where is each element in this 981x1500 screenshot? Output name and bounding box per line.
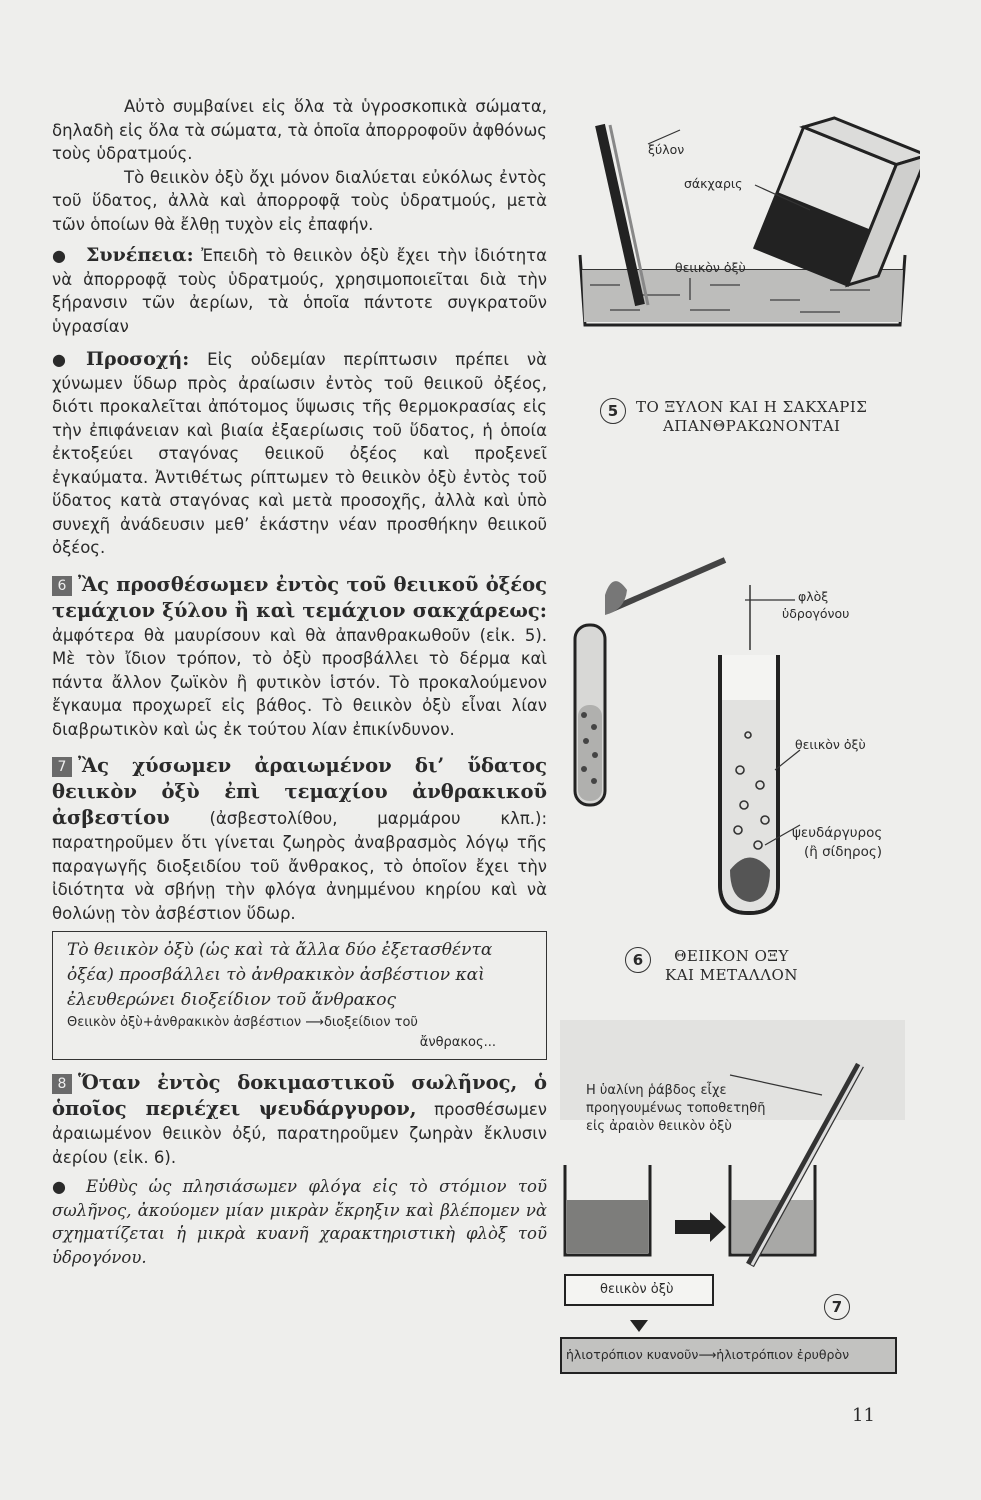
paragraph-caution xyxy=(52,348,547,560)
bullet-icon: ● xyxy=(52,246,66,265)
figure-7-number: 7 xyxy=(824,1294,850,1320)
figure-5-caption-line1: ΤΟ ΞΥΛΟΝ ΚΑΙ Η ΣΑΚΧΑΡΙΣ xyxy=(636,398,868,416)
label-sulfuric-acid: θειικὸν ὀξὺ xyxy=(795,737,866,752)
consequence-heading: Συνέπεια: xyxy=(86,244,194,266)
bullet-icon: ● xyxy=(52,1177,66,1196)
zinc-heading: Ὅταν ἐντὸς δοκιμαστικοῦ σωλῆνος, ὁ ὁποῖος περιέχει ψευδάργυρον, xyxy=(52,1071,547,1120)
wood-sugar-body: ἀμφότερα θὰ μαυρίσουν καὶ θὰ ἀπανθρακωθοῦν (εἰκ. 5). Μὲ τὸν ἴδιον τρόπον, τὸ ὀξὺ προσβάλλει τὸ δέρμα καὶ πάντα ἄλλον ζωϊκὸν ἢ φυτικὸν ἱστόν. Τὸ προκαλούμενον ἔγκαυμα προχωρεῖ εἰς βάθος. Τὸ θειικὸν ὀξὺ εἶναι λίαν διαβρωτικὸν καὶ ὡς ἐκ τούτου λίαν ἐπικίνδυνον. xyxy=(52,625,547,739)
main-text-column xyxy=(52,95,547,1269)
reaction-equation: Θειικὸν ὀξὺ+ἀνθρακικὸν ἀσβέστιον ⟶διοξείδιον τοῦ xyxy=(67,1015,418,1030)
paragraph-consequence xyxy=(52,244,547,338)
figure-6-caption-row xyxy=(625,947,798,985)
label-sulfuric-acid: θειικὸν ὀξὺ xyxy=(600,1282,674,1297)
hydrogen-flame-body: Εὐθὺς ὡς πλησιάσωμεν φλόγα εἰς τὸ στόμιον τοῦ σωλῆνος, ἀκούομεν μίαν μικρὰν ἔκρηξιν καὶ βλέπομεν νὰ σχηματίζεται ἡ μικρὰ κυανῆ χαρακτηριστικὴ φλὸξ τοῦ ὑδρογόνου. xyxy=(52,1177,547,1267)
figure-5-caption-line2: ΑΠΑΝΘΡΑΚΩΝΟΝΤΑΙ xyxy=(662,417,841,435)
note-line1: Η ὑαλίνη ῥάβδος εἶχε xyxy=(586,1083,727,1098)
figure-6-caption xyxy=(665,947,798,985)
figure-7 xyxy=(560,1020,905,1390)
note-line2: προηγουμένως τοποθετηθῆ xyxy=(586,1101,766,1116)
reaction-summary-box xyxy=(52,931,547,1060)
label-zinc: ψευδάργυρος xyxy=(792,825,883,841)
paragraph-absorbs-vapor: Τὸ θειικὸν ὀξὺ ὄχι μόνον διαλύεται εὐκόλως ἐντὸς τοῦ ὕδατος, ἀλλὰ καὶ ἀπορροφᾷ τοὺς ὑδρατμούς, μετὰ τῶν ὁποίων θὰ ἔλθῃ τυχὸν εἰς ἐπαφήν. xyxy=(52,167,547,234)
limestone-body: (ἀσβεστολίθου, μαρμάρου κλπ.): παρατηροῦμεν ὅτι γίνεται ζωηρὸς ἀναβρασμὸς λόγῳ τῆς παραγωγῆς διοξειδίου τοῦ ἄνθρακος, τὸ ὁποῖον ἔχει τὴν ἰδιότητα νὰ σβήνῃ τὴν φλόγα ἀνημμένου κηρίου καὶ νὰ θολώνῃ τὸν ἀσβέστιον ὕδωρ. xyxy=(52,809,547,923)
section-number-badge: 6 xyxy=(52,576,72,596)
section-number-badge: 8 xyxy=(52,1074,72,1094)
limestone-heading: Ἂς χύσωμεν ἀραιωμένον δι’ ὕδατος θειικὸν ὀξὺ ἐπὶ τεμαχίου ἀνθρακικοῦ ἀσβεστίου xyxy=(52,754,547,829)
wood-sugar-heading: Ἂς προσθέσωμεν ἐντὸς τοῦ θειικοῦ ὀξέος τεμάχιον ξύλου ἢ καὶ τεμάχιον σακχάρεως: xyxy=(52,572,547,622)
figure-6-number: 6 xyxy=(625,947,651,973)
label-sulfuric-acid: θειικὸν ὀξὺ xyxy=(675,260,746,275)
label-flame: φλὸξ xyxy=(798,589,829,604)
consequence-body: Ἐπειδὴ τὸ θειικὸν ὀξὺ ἔχει τὴν ἰδιότητα νὰ ἀπορροφᾷ τοὺς ὑδρατμούς, χρησιμοποιεῖται διὰ τὴν ξήρανσιν τῶν ἀερίων, τὰ ὁποῖα πάντοτε συγκρατοῦν ὑγρασίαν xyxy=(52,246,547,336)
note-line3: εἰς ἀραιὸν θειικὸν ὀξὺ xyxy=(586,1119,732,1134)
label-litmus: ἡλιοτρόπιον κυανοῦν⟶ἡλιοτρόπιον ἐρυθρὸν xyxy=(566,1347,850,1362)
figure-5-number: 5 xyxy=(600,398,626,424)
figure-5-caption xyxy=(636,398,867,436)
paragraph-zinc xyxy=(52,1070,547,1169)
paragraph-limestone xyxy=(52,753,547,925)
section-number-badge: 7 xyxy=(52,757,72,777)
reaction-summary-text: Τὸ θειικὸν ὀξὺ (ὡς καὶ τὰ ἄλλα δύο ἐξετασθέντα ὀξέα) προσβάλλει τὸ ἀνθρακικὸν ἀσβέστιον καὶ ἐλευθερώνει διοξείδιον τοῦ ἄνθρακος xyxy=(67,940,493,1010)
bullet-icon: ● xyxy=(52,350,66,369)
label-wood: ξύλον xyxy=(648,142,685,157)
label-sugar: σάκχαρις xyxy=(684,176,743,191)
caution-heading: Προσοχή: xyxy=(86,348,190,370)
zinc-body: προσθέσωμεν ἀραιωμένον θειικὸν ὀξύ, παρατηροῦμεν ζωηρὰν ἔκλυσιν ἀερίου (εἰκ. 6). xyxy=(52,1100,547,1167)
paragraph-hydrogen-flame xyxy=(52,1175,547,1269)
figure-6-caption-line2: ΚΑΙ ΜΕΤΑΛΛΟΝ xyxy=(665,966,798,984)
page-number: 11 xyxy=(852,1405,875,1426)
figure-7-illustration xyxy=(560,1020,905,1390)
figure-5-caption-row xyxy=(600,398,867,436)
label-hydrogen: ὑδρογόνου xyxy=(782,606,850,621)
figure-5-illustration xyxy=(570,100,920,340)
caution-body: Εἰς οὐδεμίαν περίπτωσιν πρέπει νὰ χύνωμεν ὕδωρ πρὸς ἀραίωσιν ἐντὸς τοῦ θειικοῦ ὀξέος, διότι προκαλεῖται ἀπότομος ὕψωσις τῆς θερμοκρασίας εἰς τὴν ἐπιφάνειαν καὶ βιαία ἐξαερίωσις τοῦ ὕδατος, ἡ ὁποία ἐκτοξεύει σταγόνας θειικοῦ ὀξέος καὶ προξενεῖ ἐγκαύματα. Ἀντιθέτως ρίπτωμεν τὸ θειικὸν ὀξὺ ἐντὸς τοῦ ὕδατος κατὰ σταγόνας καὶ μετὰ προσοχῆς, ἀλλὰ καὶ ὑπὸ συνεχῆ ἀνάδευσιν μεθ’ ἑκάστην νέαν προσθήκην θειικοῦ ὀξέος. xyxy=(52,350,547,557)
reaction-equation-end: ἄνθρακος... xyxy=(419,1035,496,1050)
figure-5 xyxy=(570,100,920,440)
paragraph-hygroscopic: Αὐτὸ συμβαίνει εἰς ὅλα τὰ ὑγροσκοπικὰ σώματα, δηλαδὴ εἰς ὅλα τὰ σώματα, τὰ ὁποῖα ἀπορροφοῦν ἀφθόνως τοὺς ὑδρατμούς. xyxy=(52,97,547,163)
figure-6 xyxy=(560,555,890,995)
label-iron: (ἢ σίδηρος) xyxy=(804,844,883,860)
figure-6-caption-line1: ΘΕΙΙΚΟΝ ΟΞΥ xyxy=(674,947,789,965)
paragraph-wood-sugar xyxy=(52,572,547,742)
